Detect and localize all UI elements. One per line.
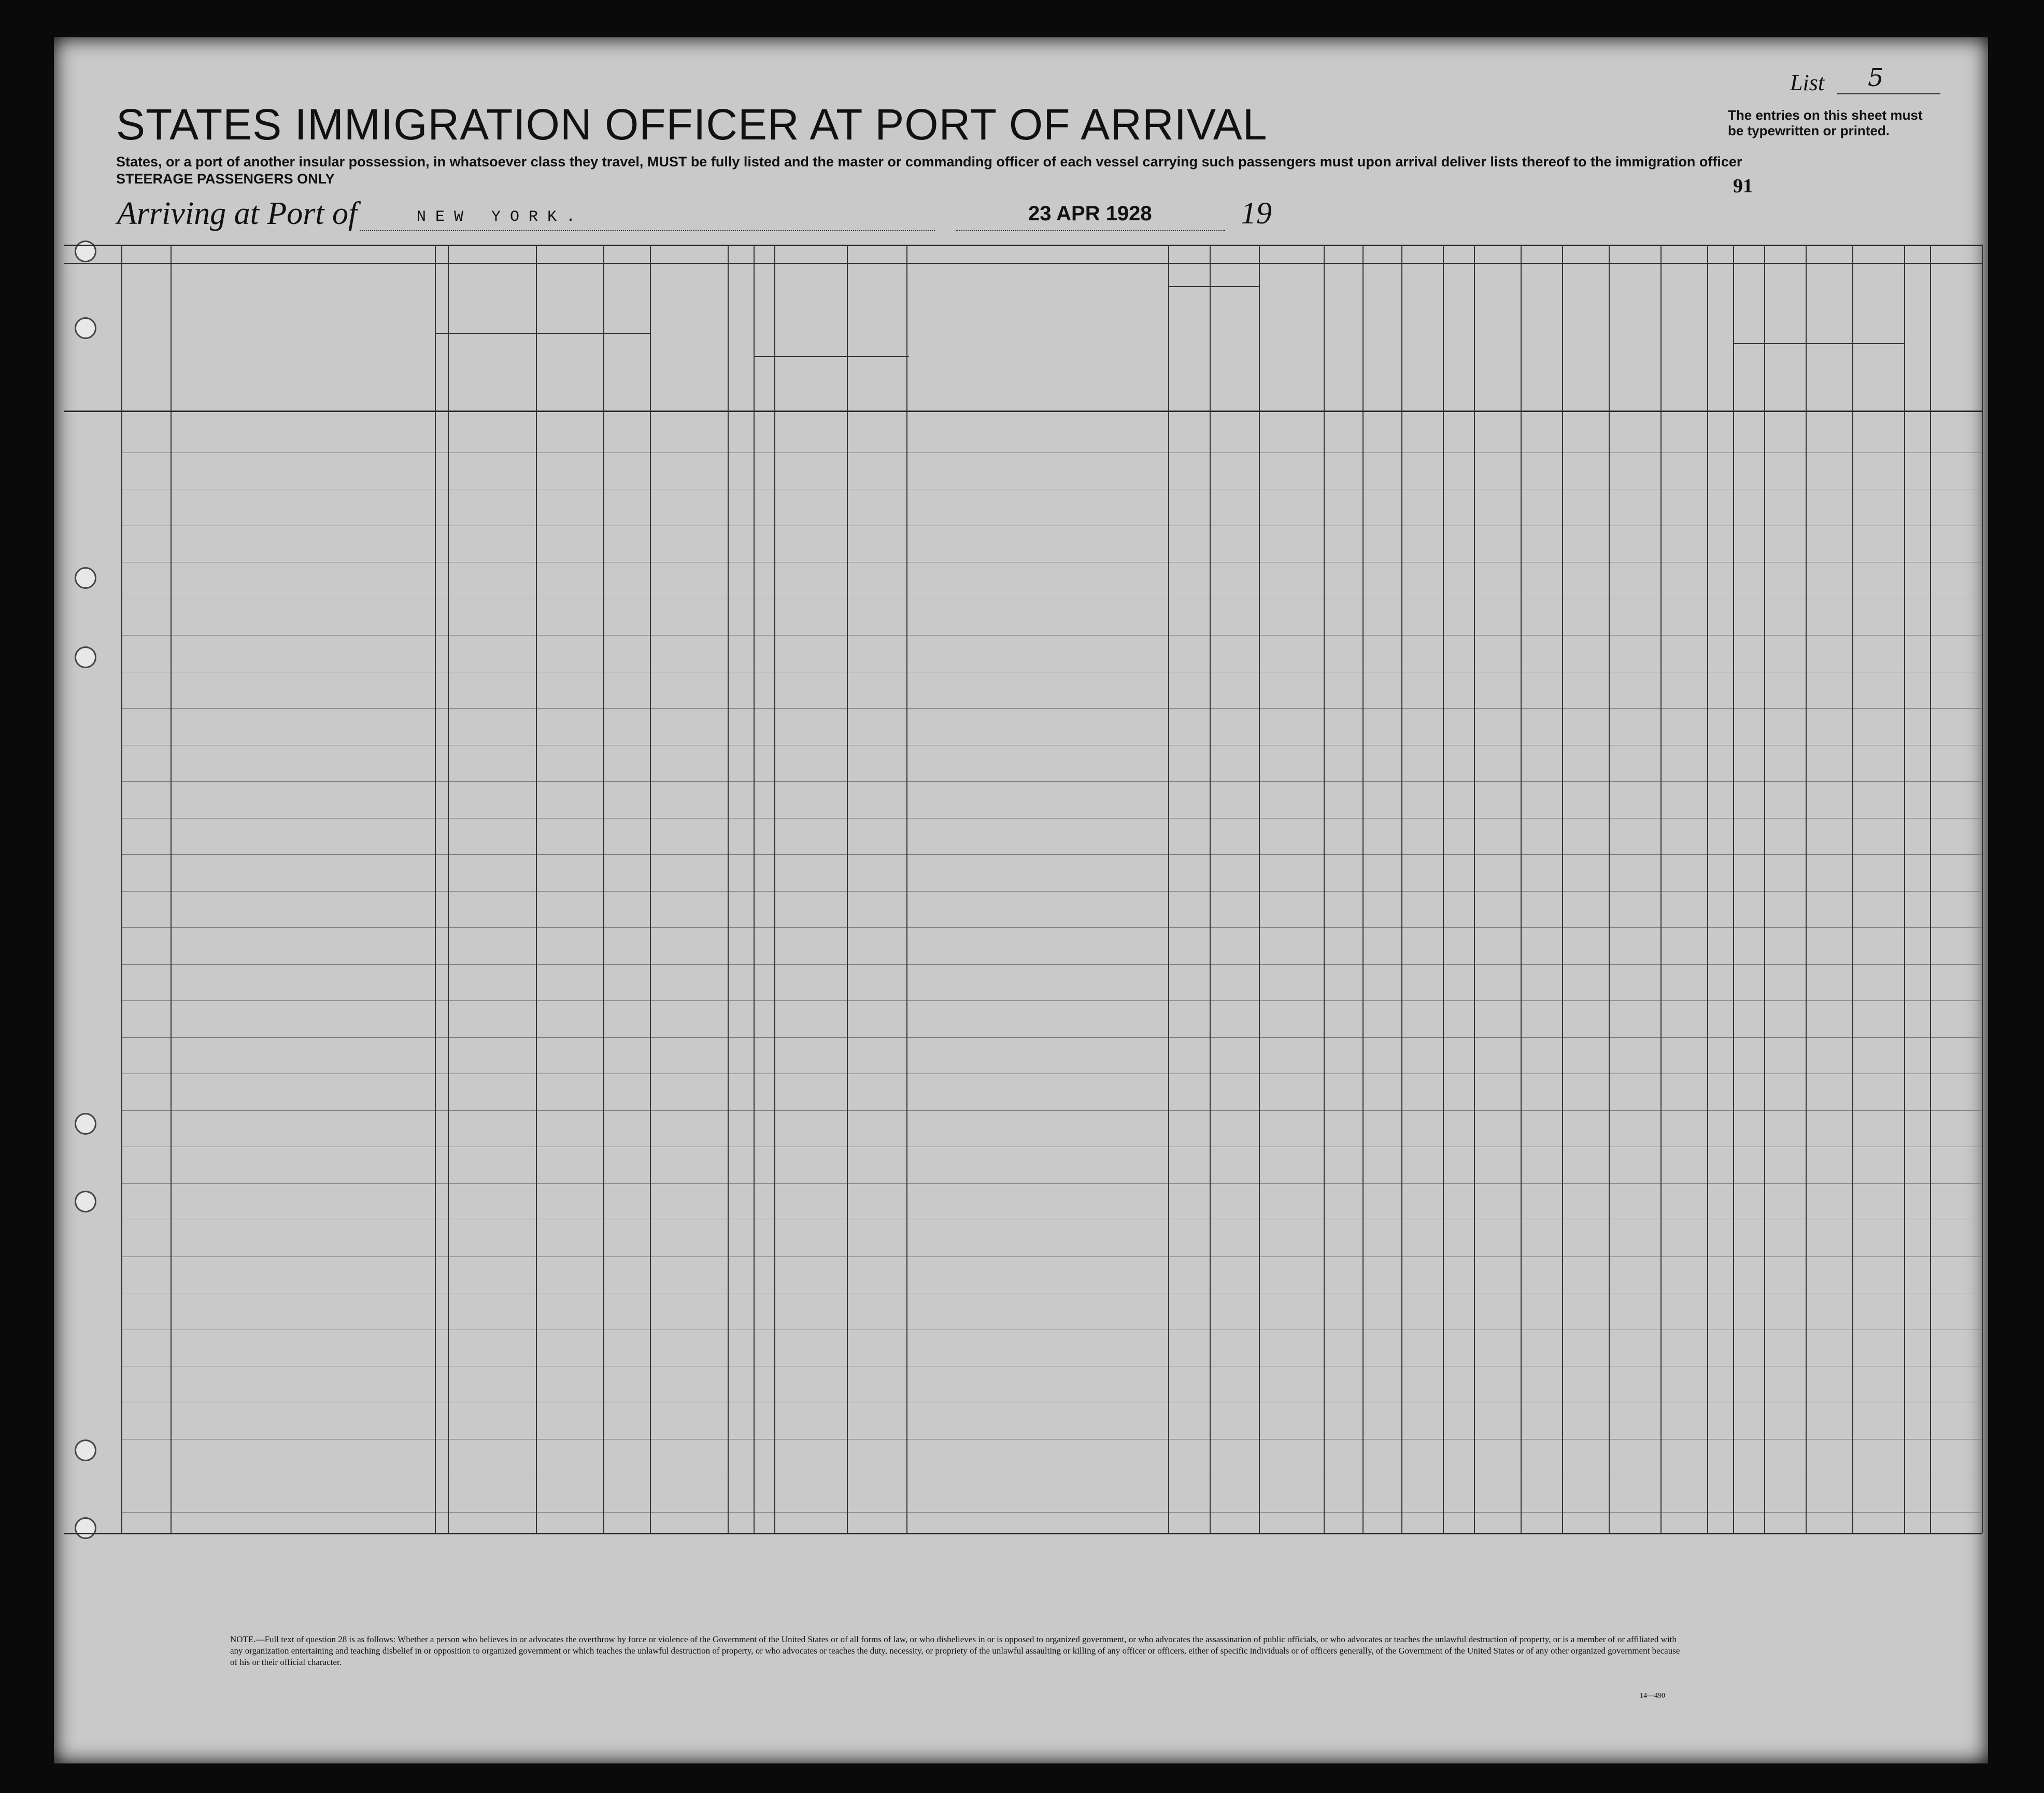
- date-stamp: 23 APR 1928: [1028, 202, 1152, 225]
- column-divider: [1904, 245, 1905, 1533]
- column-divider: [1401, 245, 1402, 1533]
- header-polygamist: [1368, 265, 1396, 403]
- punch-hole-icon: [75, 317, 96, 339]
- column-divider: [121, 245, 122, 1533]
- column-divider: [1852, 245, 1853, 1533]
- column-divider: [847, 245, 848, 1533]
- column-divider: [1168, 245, 1169, 1533]
- row-divider: [121, 708, 1982, 709]
- column-divider: [1362, 245, 1364, 1533]
- column-divider: [1474, 245, 1475, 1533]
- column-divider: [906, 245, 907, 1533]
- purpose-divider: [1168, 286, 1259, 287]
- header-q29: [1526, 265, 1557, 403]
- column-divider: [171, 245, 172, 1533]
- instructions-line: States, or a port of another insular possession, in whatsoever class they travel, MUST be fully listed and the master or commanding officer of each vessel carrying such passengers must upon arrival deliver lists thereof to the immigration officer: [116, 154, 1742, 170]
- punch-hole-icon: [75, 567, 96, 589]
- column-divider: [754, 245, 755, 1533]
- header-citizen: [1264, 265, 1316, 403]
- row-divider: [121, 1110, 1982, 1111]
- column-divider: [650, 245, 651, 1533]
- row-divider: [121, 635, 1982, 636]
- column-divider: [1324, 245, 1325, 1533]
- header-bottom-border: [64, 411, 1982, 412]
- column-divider: [1733, 245, 1734, 1533]
- row-divider: [121, 1037, 1982, 1038]
- port-value: NEW YORK.: [417, 208, 585, 226]
- header-anarchist: [1407, 265, 1438, 403]
- column-divider: [1930, 245, 1931, 1533]
- header-purpose-a: [1173, 291, 1204, 403]
- column-divider: [1660, 245, 1662, 1533]
- punch-hole-icon: [75, 241, 96, 262]
- table-top-border: [64, 245, 1982, 246]
- header-purpose-b: [1215, 291, 1254, 403]
- punch-hole-icon: [75, 1191, 96, 1212]
- column-divider: [1806, 245, 1807, 1533]
- port-underline: [360, 229, 935, 231]
- punch-hole-icon: [75, 1439, 96, 1461]
- column-divider: [1707, 245, 1708, 1533]
- column-divider: [1259, 245, 1260, 1533]
- column-divider: [1609, 245, 1610, 1533]
- arriving-label: Arriving at Port of: [117, 196, 358, 231]
- header-prison: [1329, 265, 1357, 403]
- column-divider: [1210, 245, 1211, 1533]
- footnote: NOTE.—Full text of question 28 is as follows: Whether a person who believes in or advocates the overthrow by force or violence of the Government of the United States or of all forms of law, or who disbelieves in or is opposed to organized government, or who advocates the assassination of public officials, or who advocates or teaches the unlawful destruction of property, or is a member of or affiliated with any organization entertaining and teaching disbelief in or opposition to organized government or which teaches the unlawful destruction of property, or who advocates or teaches the duty, necessity, or propriety of the unlawful assaulting or killing of any officer or officers, either of specific individuals or of officers generally, of the Government of the United States or of any other organized government because of his or their official character.: [230, 1634, 1680, 1667]
- date-underline: [956, 229, 1225, 231]
- list-underline: [1837, 93, 1940, 94]
- list-label: List: [1790, 70, 1825, 95]
- column-divider: [448, 245, 449, 1533]
- row-divider: [121, 1183, 1982, 1184]
- row-divider: [121, 1000, 1982, 1001]
- column-divider: [603, 245, 604, 1533]
- column-divider: [536, 245, 537, 1533]
- column-divider: [774, 245, 775, 1533]
- punch-hole-icon: [75, 1113, 96, 1135]
- ever-before-divider: [754, 356, 909, 357]
- column-divider: [728, 245, 729, 1533]
- steerage-label: STEERAGE PASSENGERS ONLY: [116, 171, 335, 187]
- list-number: 5: [1868, 63, 1884, 92]
- column-divider: [1443, 245, 1444, 1533]
- row-divider: [121, 781, 1982, 782]
- header-money: [730, 268, 751, 403]
- typed-entries-note: The entries on this sheet must be typewritten or printed.: [1728, 107, 1923, 138]
- manifest-sheet: [54, 37, 1988, 1763]
- year-label: 19: [1241, 196, 1272, 230]
- row-divider: [121, 964, 1982, 965]
- header-q28: [1448, 265, 1515, 403]
- column-divider: [1982, 245, 1983, 1533]
- colnum-row-border: [64, 263, 1982, 264]
- header-ticket: [608, 268, 645, 403]
- page-title: STATES IMMIGRATION OFFICER AT PORT OF ARRIVAL: [116, 100, 1268, 149]
- header-q30: [1567, 265, 1603, 403]
- table-bottom-border: [64, 1533, 1982, 1534]
- color-divider: [1806, 343, 1904, 344]
- row-divider: [121, 1256, 1982, 1257]
- punch-hole-icon: [75, 646, 96, 668]
- row-divider: [121, 854, 1982, 855]
- row-divider: [121, 1512, 1982, 1513]
- sheet-number: 91: [1733, 175, 1753, 197]
- row-divider: [121, 891, 1982, 892]
- column-divider: [1764, 245, 1765, 1533]
- column-divider: [1562, 245, 1563, 1533]
- punch-hole-icon: [75, 1517, 96, 1539]
- column-divider: [435, 245, 436, 1533]
- form-number: 14—490: [1640, 1692, 1665, 1700]
- column-divider: [1521, 245, 1522, 1533]
- height-divider: [1733, 343, 1806, 344]
- row-divider: [121, 927, 1982, 928]
